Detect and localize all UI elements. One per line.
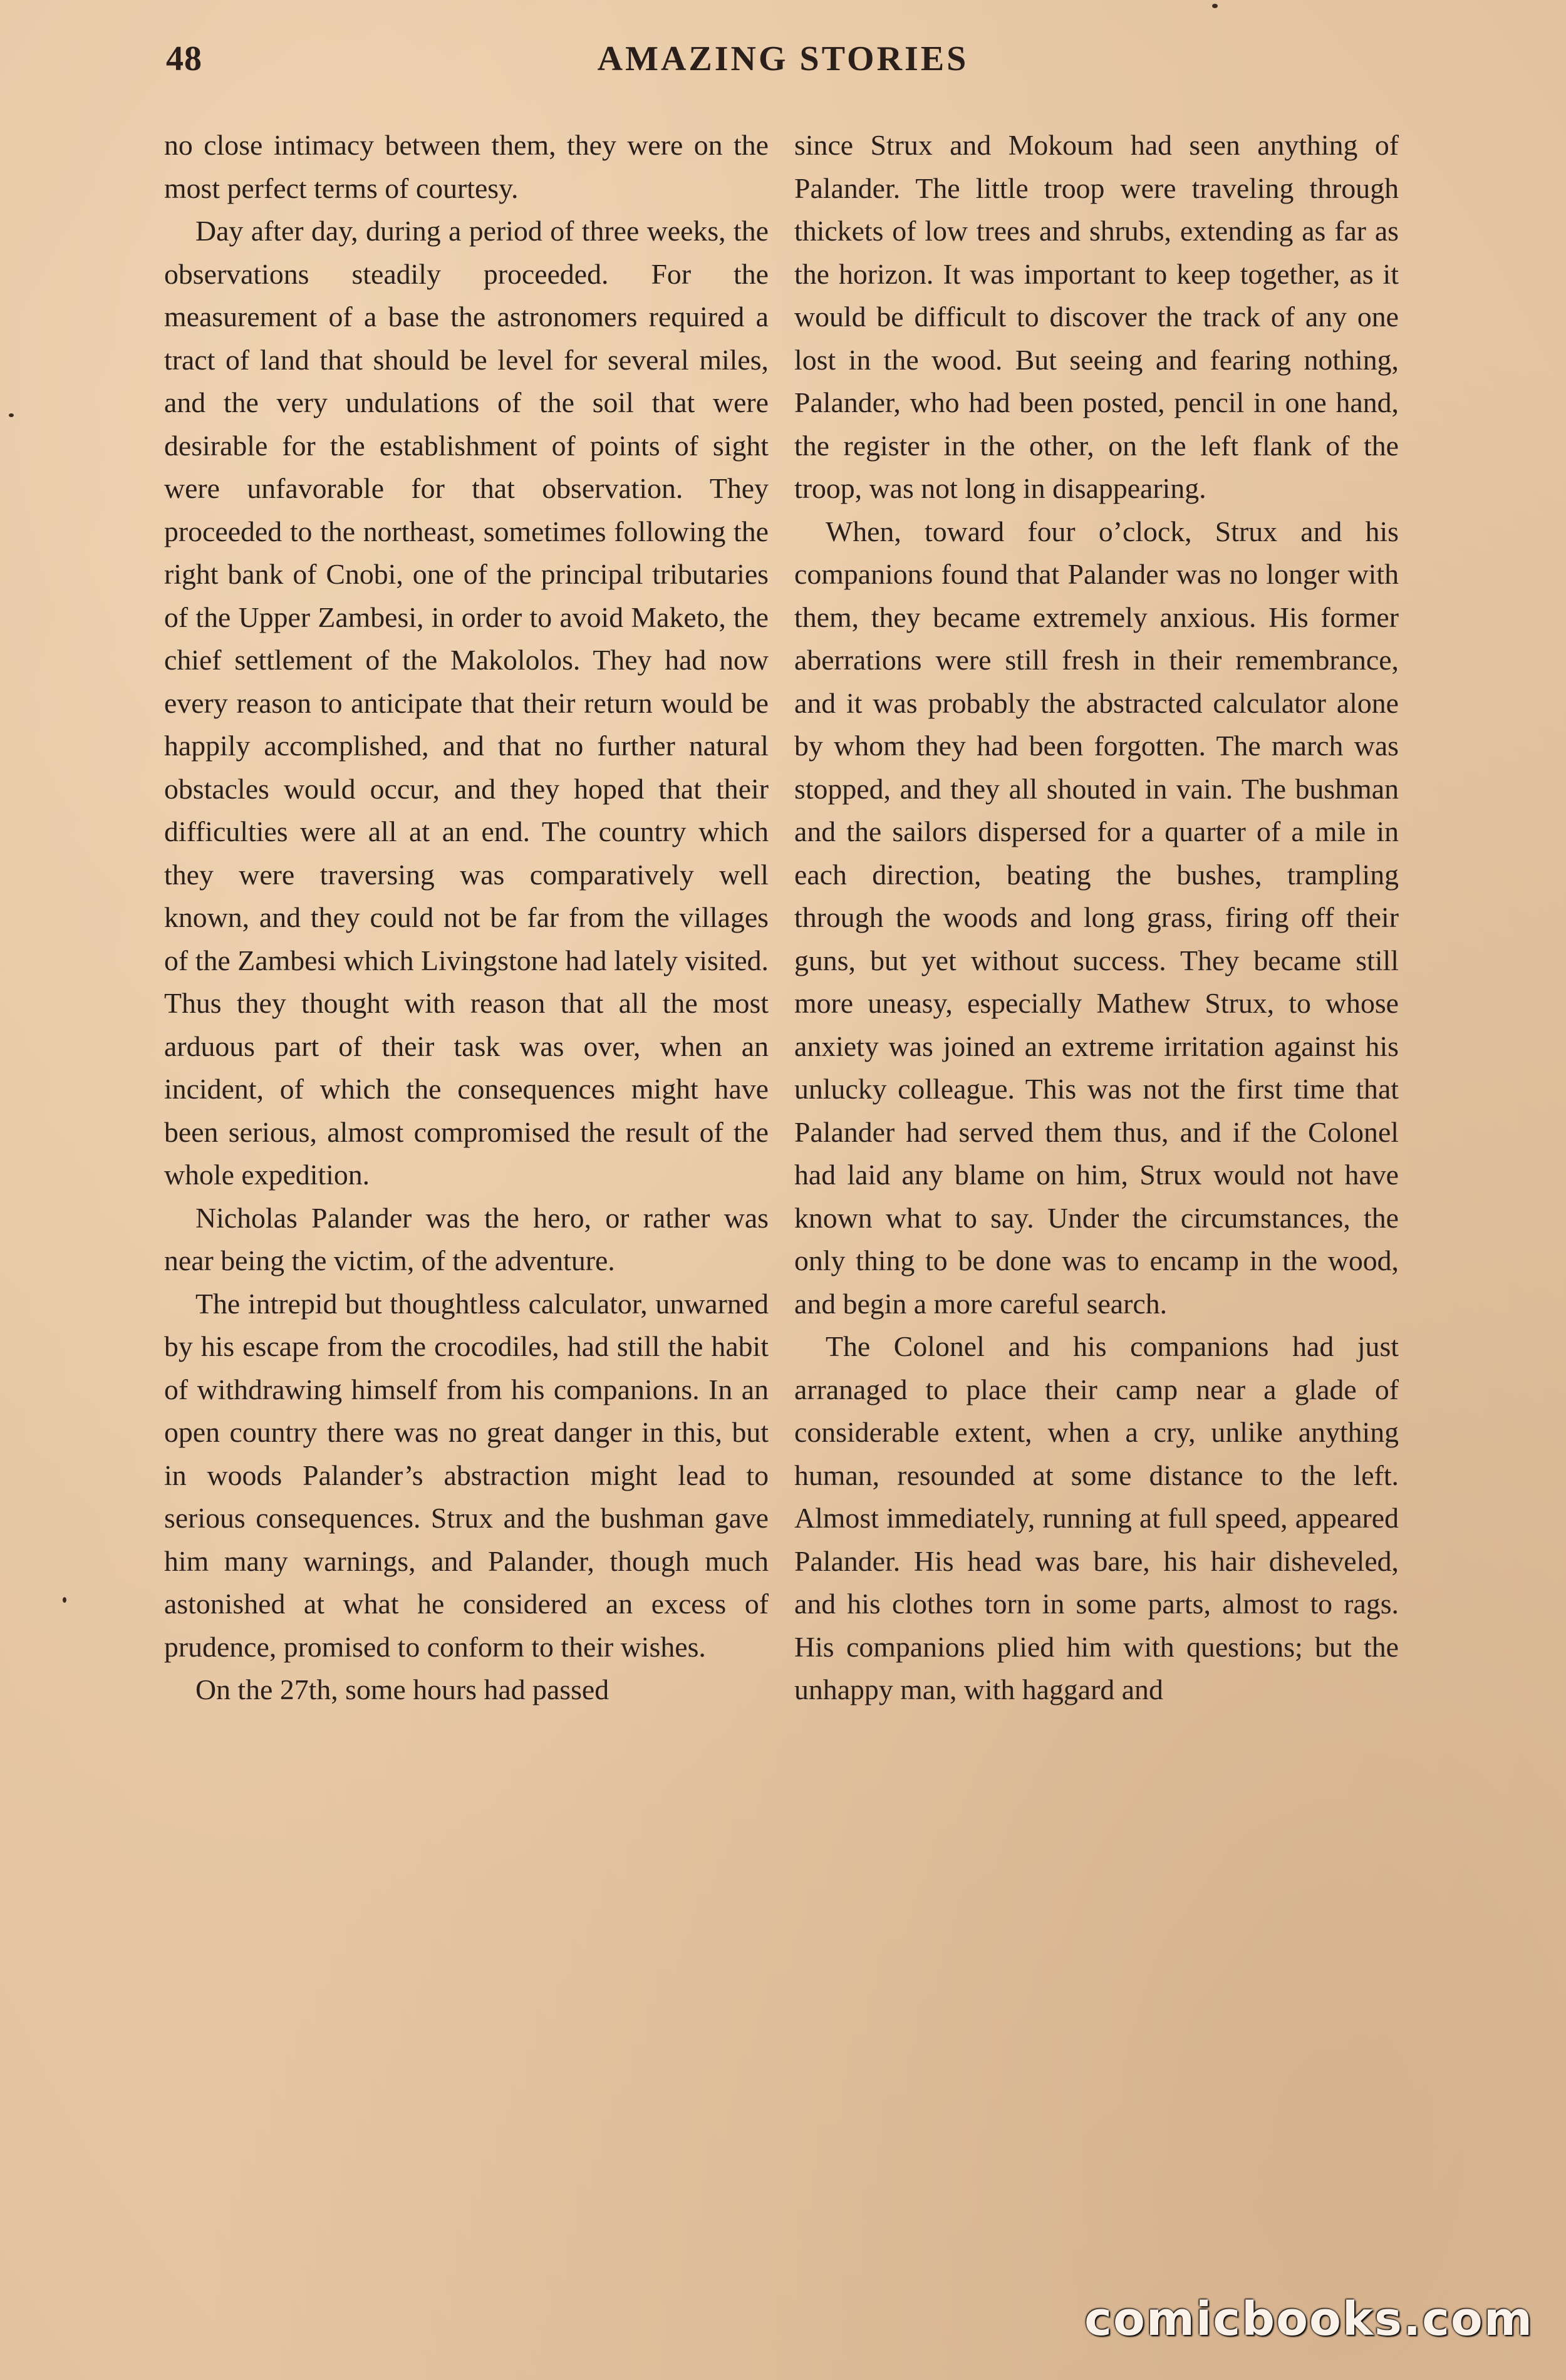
paragraph: When, toward four o’clock, Strux and his companions found that Palander was no longer with them, they became extremely anxious. His former aberrations were still fresh in their remembrance, and it was probably the abstracted calculator alone by whom they had been forgotten. The march was stopped, and they all shouted in vain. The bushman and the sailors dispersed for a quarter of a mile in each direction, beating the bushes, trampling through the woods and long grass, firing off their guns, but yet without success. They became still more uneasy, especially Mathew Strux, to whose anxiety was joined an extreme irritation against his unlucky colleague. This was not the first time that Palander had served them thus, and if the Colonel had laid any blame on him, Strux would not have known what to say. Under the circumstances, the only thing to be done was to encamp in the wood, and begin a more careful search. <box>794 515 1399 1320</box>
paragraph: The intrepid but thoughtless calculator, unwarned by his escape from the crocodiles, had still the habit of withdrawing himself from his companions. In an open country there was no great danger in this, but in woods Palander’s abstraction might lead to serious consequences. Strux and the bushman gave him many warnings, and Palander, though much astonished at what he considered an excess of prudence, promised to conform to their wishes. <box>164 1287 769 1663</box>
paragraph: Day after day, during a period of three weeks, the observations steadily proceeded. For the measurement of a base the astronomers required a tract of land that should be level for several miles, and the very undulations of the soil that were desirable for the establishment of points of sight were unfavorable for that observation. They proceeded to the northeast, sometimes following the right bank of Cnobi, one of the principal tributaries of the Upper Zambesi, in order to avoid Maketo, the chief settlement of the Makololos. They had now every reason to anticipate that their return would be happily accomplished, and that no further natural obstacles would occur, and they hoped that their difficulties were all at an end. The country which they were traversing was comparatively well known, and they could not be far from the villages of the Zambesi which Livingstone had lately visited. Thus they thought with reason that all the most arduous part of their task was over, when an incident, of which the consequences might have been serious, almost compromised the result of the whole expedition. <box>164 215 769 1191</box>
paragraph: no close intimacy between them, they were on the most perfect terms of courtesy. <box>164 129 769 204</box>
page-number: 48 <box>166 39 202 78</box>
paragraph: Nicholas Palander was the hero, or rather was near being the victim, of the adventure. <box>164 1201 769 1276</box>
right-column <box>794 124 1399 2216</box>
watermark: comicbooks.com <box>1084 2292 1533 2346</box>
paragraph: since Strux and Mokoum had seen anything of Palander. The little troop were traveling through thickets of low trees and shrubs, extending as far as the horizon. It was important to keep together, as it would be difficult to discover the track of any one lost in the wood. But seeing and fearing nothing, Palander, who had been posted, pencil in one hand, the register in the other, on the left flank of the troop, was not long in disappearing. <box>794 129 1399 504</box>
paragraph: The Colonel and his companions had just arranaged to place their camp near a glade of considerable extent, when a cry, unlike anything human, resounded at some distance to the left. Almost immediately, running at full speed, appeared Palander. His head was bare, his hair disheveled, and his clothes torn in some parts, almost to rags. His companions plied him with questions; but the unhappy man, with haggard and <box>794 1330 1399 1705</box>
paper-speck <box>1212 4 1218 8</box>
paper-speck <box>63 1597 66 1603</box>
paper-speck <box>9 413 14 417</box>
paragraph: On the 27th, some hours had passed <box>195 1674 609 1705</box>
left-column <box>164 124 769 2216</box>
running-head: AMAZING STORIES <box>597 39 969 78</box>
